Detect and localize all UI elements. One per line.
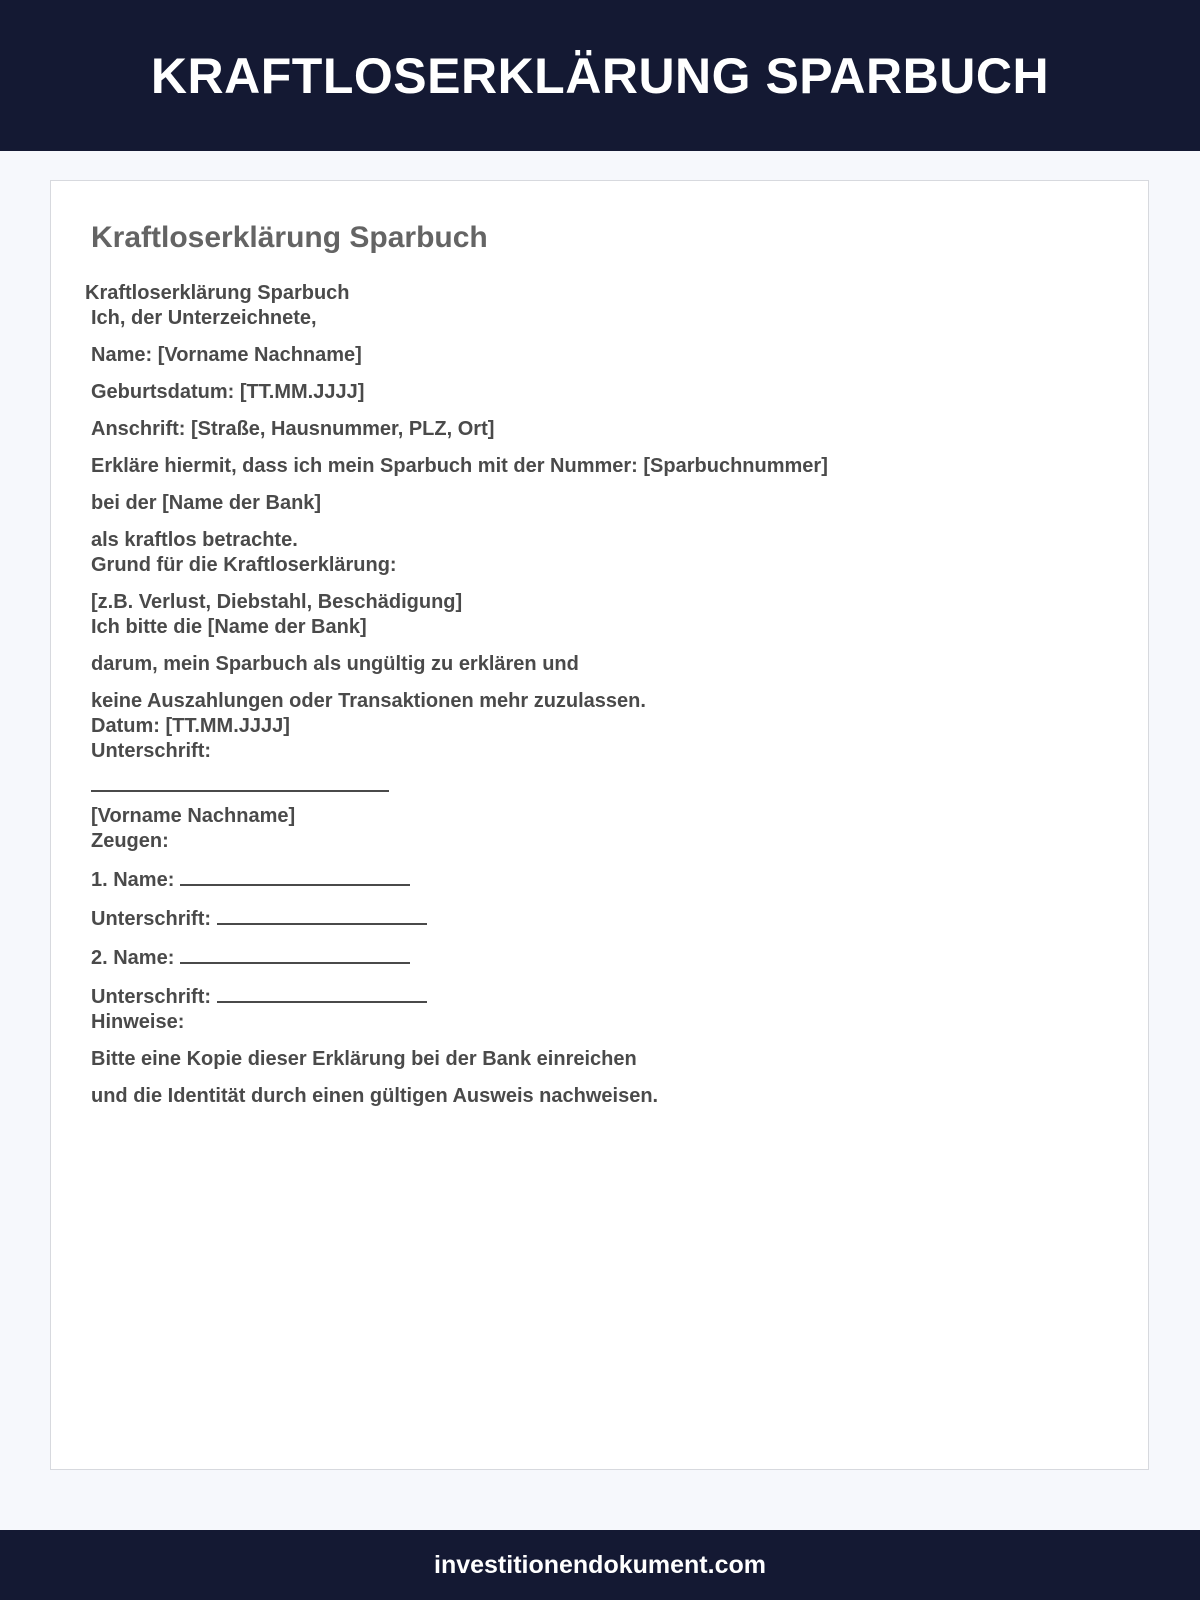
witness-1-name-label: 1. Name: <box>91 869 175 891</box>
request-line: Ich bitte die [Name der Bank] <box>91 616 367 638</box>
bank-line: bei der [Name der Bank] <box>91 492 322 514</box>
intro-line: Ich, der Unterzeichnete, <box>91 307 317 329</box>
witness-2-name-label: 2. Name: <box>91 947 175 969</box>
reason-label: Grund für die Kraftloserklärung: <box>91 554 397 576</box>
witness-1-name-row <box>91 866 1091 893</box>
header-title: KRAFTLOSERKLÄRUNG SPARBUCH <box>150 47 1050 104</box>
witnesses-label: Zeugen: <box>91 830 169 852</box>
name-line: Name: [Vorname Nachname] <box>91 344 362 366</box>
void-line: als kraftlos betrachte. <box>91 529 298 551</box>
reason-value: [z.B. Verlust, Diebstahl, Beschädigung] <box>91 591 463 613</box>
signature-label: Unterschrift: <box>91 740 212 762</box>
request-line-2: darum, mein Sparbuch als ungültig zu erklären und <box>91 653 579 675</box>
notes-line-1: Bitte eine Kopie dieser Erklärung bei der Bank einreichen <box>91 1048 637 1070</box>
birth-line: Geburtsdatum: [TT.MM.JJJJ] <box>91 381 365 403</box>
witness-2-signature-row <box>91 983 1091 1010</box>
document-subtitle: Kraftloserklärung Sparbuch <box>85 282 350 304</box>
witness-2-name-row <box>91 944 1091 971</box>
witness-2-signature-label: Unterschrift: <box>91 986 212 1008</box>
date-line: Datum: [TT.MM.JJJJ] <box>91 715 290 737</box>
witness-1-signature-row <box>91 905 1091 932</box>
notes-line-2: und die Identität durch einen gültigen Ausweis nachweisen. <box>91 1085 659 1107</box>
document-body <box>85 281 1091 1109</box>
page-footer <box>0 1530 1200 1600</box>
signer-name: [Vorname Nachname] <box>91 805 296 827</box>
witness-1-signature-blank <box>217 905 427 925</box>
witness-2-signature-blank <box>217 983 427 1003</box>
witness-1-name-blank <box>180 866 410 886</box>
witness-1-signature-label: Unterschrift: <box>91 908 212 930</box>
document-card <box>50 180 1149 1470</box>
document-title: Kraftloserklärung Sparbuch <box>91 221 488 254</box>
page-header <box>0 0 1200 151</box>
witness-2-name-blank <box>180 944 410 964</box>
declare-line: Erkläre hiermit, dass ich mein Sparbuch mit der Nummer: [Sparbuchnummer] <box>91 455 828 477</box>
footer-site[interactable]: investitionendokument.com <box>434 1550 766 1579</box>
address-line: Anschrift: [Straße, Hausnummer, PLZ, Ort] <box>91 418 495 440</box>
notes-label: Hinweise: <box>91 1011 185 1033</box>
request-line-3: keine Auszahlungen oder Transaktionen mehr zuzulassen. <box>91 690 646 712</box>
signature-line <box>91 776 389 792</box>
